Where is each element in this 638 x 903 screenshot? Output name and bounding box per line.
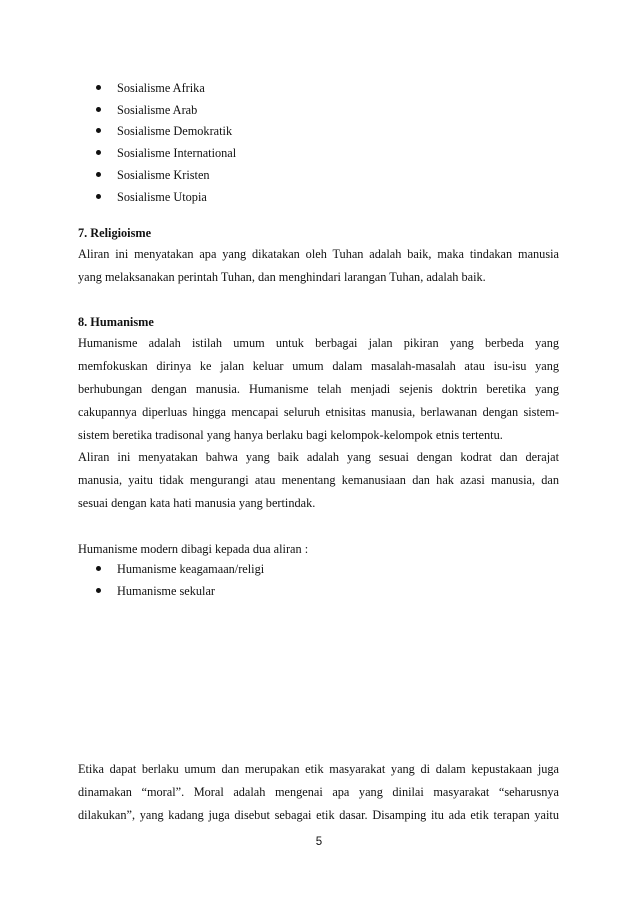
paragraph-line: Aliran ini menyatakan apa yang dikatakan oleh Tuhan adalah baik, maka tindakan manusia — [78, 247, 559, 261]
section-8-heading: 8. Humanisme — [78, 315, 154, 329]
bullet-icon — [96, 85, 101, 90]
modern-humanism-intro: Humanisme modern dibagi kepada dua aliran : — [78, 542, 309, 556]
paragraph-line: cakupannya diperluas hingga mencapai seluruh etnisitas manusia, berlawanan dengan sistem- — [78, 405, 559, 419]
paragraph-line: sesuai dengan kata hati manusia yang bertindak. — [78, 496, 316, 510]
page-number: 5 — [315, 836, 323, 848]
bullet-icon — [96, 107, 101, 112]
paragraph-line: sistem beretika tradisonal yang hanya berlaku bagi kelompok-kelompok etnis tertentu. — [78, 428, 503, 442]
bullet-icon — [96, 128, 101, 133]
paragraph-line: memfokuskan dirinya ke jalan keluar umum dalam masalah-masalah atau isu-isu yang — [78, 359, 559, 373]
paragraph-line: Etika dapat berlaku umum dan merupakan etik masyarakat yang di dalam kepustakaan juga — [78, 762, 559, 776]
paragraph-line: yang melaksanakan perintah Tuhan, dan menghindari larangan Tuhan, adalah baik. — [78, 270, 486, 284]
bullet-icon — [96, 566, 101, 571]
paragraph-line: Humanisme adalah istilah umum untuk berbagai jalan pikiran yang berbeda yang — [78, 336, 559, 350]
paragraph-line: berhubungan dengan manusia. Humanisme telah menjadi sejenis doktrin beretika yang — [78, 382, 559, 396]
paragraph-line: manusia, yaitu tidak mengurangi atau menentang kemanusiaan dan hak azasi manusia, dan — [78, 473, 559, 487]
section-7-heading: 7. Religioisme — [78, 226, 152, 240]
paragraph-line: Aliran ini menyatakan bahwa yang baik adalah yang sesuai dengan kodrat dan derajat — [78, 450, 559, 464]
bullet-icon — [96, 150, 101, 155]
bullet-icon — [96, 172, 101, 177]
paragraph-line: dilakukan”, yang kadang juga disebut sebagai etik dasar. Disamping itu ada etik terapan yaitu — [78, 808, 559, 822]
bullet-icon — [96, 588, 101, 593]
bullet-icon — [96, 194, 101, 199]
paragraph-line: dinamakan “moral”. Moral adalah mengenai apa yang dinilai masyarakat “seharusnya — [78, 785, 559, 799]
